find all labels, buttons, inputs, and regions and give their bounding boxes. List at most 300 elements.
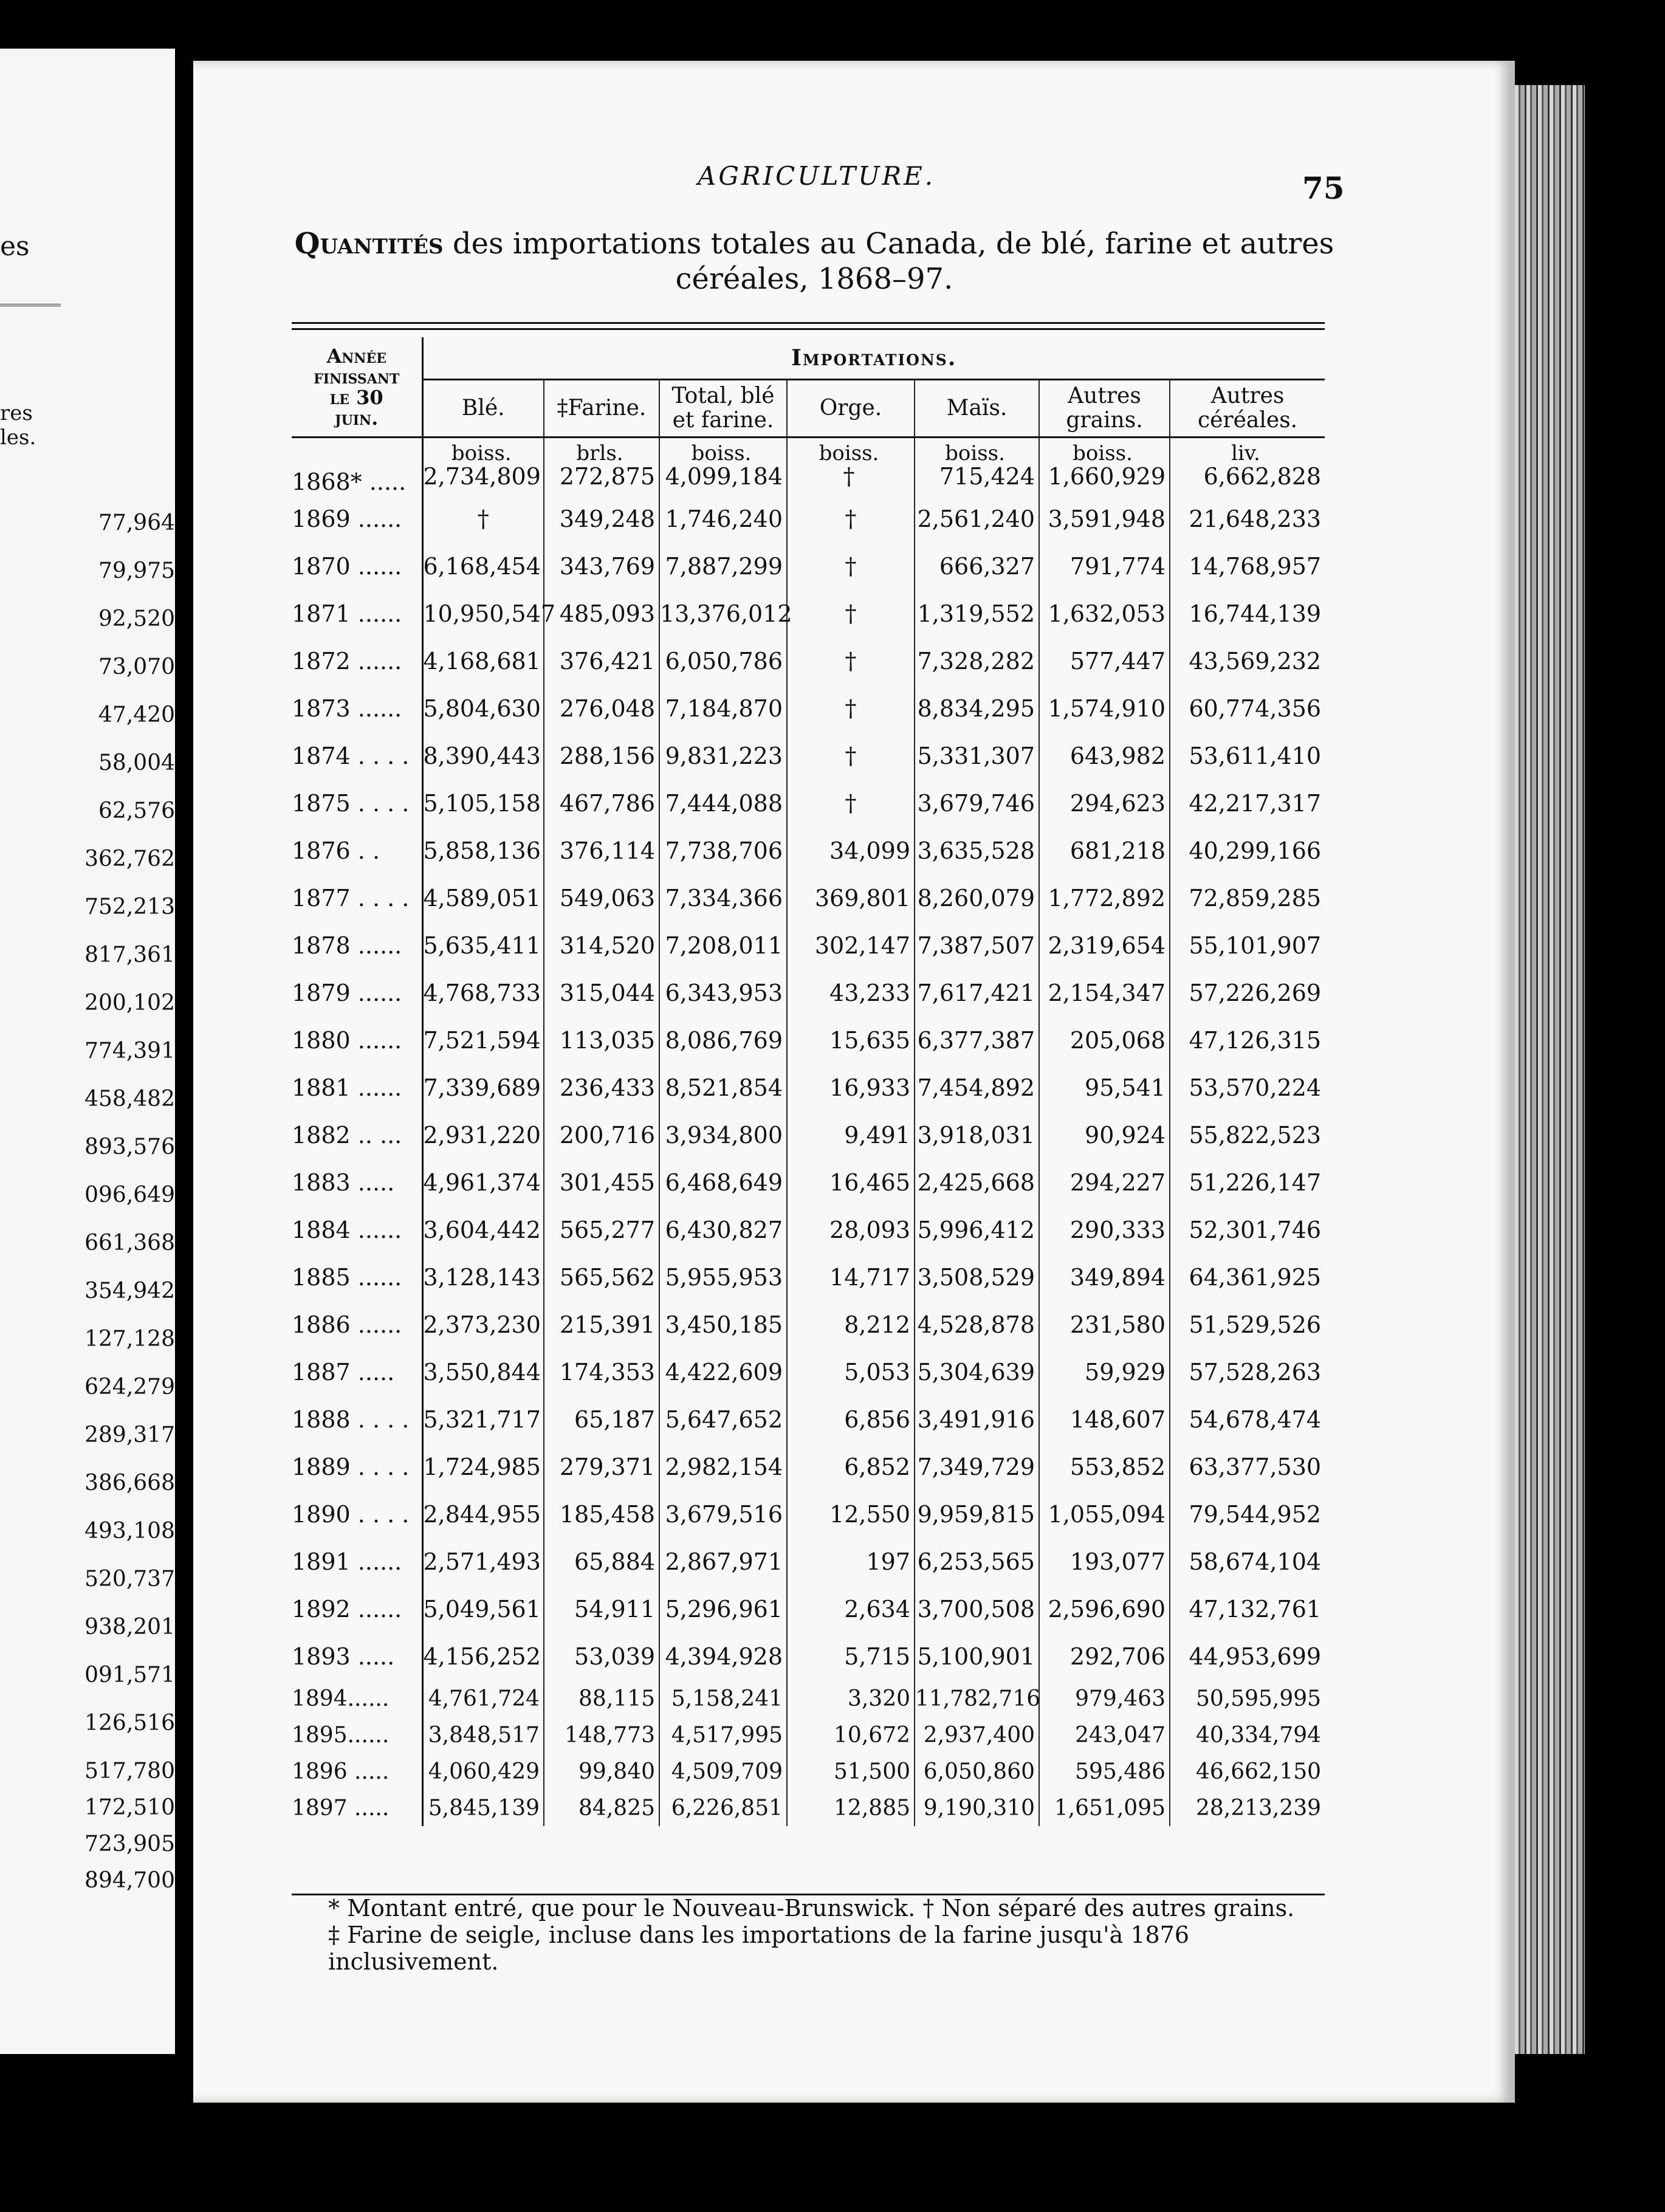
- table-cell: 55,101,907: [1189, 932, 1322, 959]
- table-cell: 681,218: [1039, 827, 1170, 874]
- table-cell: 52,301,746: [1189, 1217, 1322, 1243]
- left-page-value: 517,780: [84, 1759, 175, 1784]
- table-cell: 200,716: [544, 1111, 659, 1159]
- left-page-value: 493,108: [84, 1519, 175, 1544]
- left-page-value: 200,102: [84, 991, 175, 1015]
- left-page-value: 894,700: [84, 1868, 175, 1893]
- table-cell: †: [787, 732, 915, 780]
- table-cell: 231,580: [1039, 1301, 1170, 1348]
- left-page-value: 127,128: [84, 1327, 175, 1352]
- table-cell: 6,050,786: [659, 637, 787, 685]
- table-row: [292, 732, 1325, 780]
- table-cell: 4,394,928: [659, 1633, 787, 1680]
- table-cell: [1039, 438, 1170, 496]
- left-page-value: 938,201: [84, 1615, 175, 1640]
- left-page-value: 289,317: [84, 1423, 175, 1448]
- left-page-value: 096,649: [84, 1183, 175, 1207]
- year-header-line: finissant: [314, 365, 400, 388]
- cell-value: †: [843, 463, 855, 490]
- table-cell: 2,571,493: [422, 1538, 544, 1585]
- unit-label: liv.: [1231, 441, 1260, 465]
- year-cell: 1876 . .: [292, 827, 422, 874]
- table-cell: 9,190,310: [915, 1790, 1039, 1826]
- table-cell: 4,168,681: [422, 637, 544, 685]
- col-header-farine: ‡Farine.: [544, 380, 659, 438]
- table-row: [292, 1206, 1325, 1254]
- table-cell: 3,679,746: [915, 780, 1039, 827]
- year-cell: 1890 . . . .: [292, 1491, 422, 1538]
- table-cell: 7,328,282: [915, 637, 1039, 685]
- cell-value: 715,424: [939, 463, 1035, 490]
- left-page-value: 58,004: [98, 750, 175, 775]
- table-cell: 46,662,150: [1195, 1759, 1322, 1784]
- table-cell: 60,774,356: [1189, 695, 1322, 722]
- table-cell: 4,156,252: [422, 1633, 544, 1680]
- table-cell: [915, 438, 1039, 496]
- table-cell: 349,894: [1039, 1254, 1170, 1301]
- table-cell: 47,126,315: [1189, 1027, 1322, 1054]
- left-page-value: 362,762: [84, 847, 175, 871]
- footnote-1: * Montant entré, que pour le Nouveau-Brunswick. † Non séparé des autres grains.: [328, 1895, 1295, 1922]
- year-cell: 1889 . . . .: [292, 1443, 422, 1491]
- table-cell: 5,858,136: [422, 827, 544, 874]
- table-cell: 58,674,104: [1189, 1548, 1322, 1575]
- year-cell: 1893 .....: [292, 1633, 422, 1680]
- table-cell: 5,845,139: [422, 1790, 544, 1826]
- table-cell: 5,321,717: [422, 1396, 544, 1443]
- table-cell: 5,158,241: [659, 1680, 787, 1717]
- left-page-value: 458,482: [84, 1087, 175, 1111]
- table-cell: †: [787, 685, 915, 732]
- table-row: [292, 1585, 1325, 1633]
- left-page-value: 774,391: [84, 1039, 175, 1063]
- page-edge-stack: [1515, 85, 1585, 2054]
- left-page-value: 624,279: [84, 1375, 175, 1400]
- table-cell: 40,334,794: [1195, 1722, 1322, 1748]
- table-cell: 16,933: [787, 1064, 915, 1111]
- table-cell: 290,333: [1039, 1206, 1170, 1254]
- table-cell: 6,377,387: [915, 1017, 1039, 1064]
- table-cell: 288,156: [544, 732, 659, 780]
- table-cell: 113,035: [544, 1017, 659, 1064]
- table-cell: 185,458: [544, 1491, 659, 1538]
- col-header-autres-cereales: Autres céréales.: [1170, 380, 1325, 438]
- unit-label: boiss.: [691, 441, 752, 465]
- year-header-line: le 30: [329, 385, 383, 409]
- title-rule-1: [292, 322, 1325, 324]
- table-row: [292, 637, 1325, 685]
- table-cell: 4,517,995: [659, 1717, 787, 1753]
- imports-table: [292, 337, 1325, 1826]
- table-cell: 7,444,088: [659, 780, 787, 827]
- table-row: [292, 1633, 1325, 1680]
- table-cell: 314,520: [544, 922, 659, 969]
- table-cell: 5,804,630: [422, 685, 544, 732]
- unit-label: boiss.: [451, 441, 512, 465]
- year-cell: 1877 . . . .: [292, 874, 422, 922]
- title-rule-2: [292, 328, 1325, 330]
- table-cell: 12,885: [787, 1790, 915, 1826]
- year-column-header: [292, 337, 422, 438]
- table-row: [292, 495, 1325, 543]
- table-cell: 315,044: [544, 969, 659, 1017]
- table-row: [292, 1348, 1325, 1396]
- title-rest: des importations totales au Canada, de blé, farine et autres: [452, 227, 1334, 261]
- table-cell: 10,672: [787, 1717, 915, 1753]
- table-cell: 5,105,158: [422, 780, 544, 827]
- table-cell: 3,320: [787, 1680, 915, 1717]
- year-cell: 1872 ......: [292, 637, 422, 685]
- table-cell: 43,569,232: [1189, 648, 1322, 675]
- table-cell: 376,421: [544, 637, 659, 685]
- year-cell: 1884 ......: [292, 1206, 422, 1254]
- table-cell: 4,509,709: [659, 1753, 787, 1790]
- table-cell: 2,319,654: [1039, 922, 1170, 969]
- table-cell: 2,931,220: [422, 1111, 544, 1159]
- table-cell: 57,528,263: [1189, 1359, 1322, 1386]
- title-line2: céréales, 1868–97.: [675, 262, 953, 296]
- table-row: [292, 1111, 1325, 1159]
- year-cell: 1869 ......: [292, 495, 422, 543]
- left-page-value: 386,668: [84, 1471, 175, 1496]
- left-page-value: 47,420: [98, 702, 175, 727]
- table-cell: 51,500: [787, 1753, 915, 1790]
- year-cell: 1879 ......: [292, 969, 422, 1017]
- left-page-value: 723,905: [84, 1832, 175, 1856]
- year-cell: 1888 . . . .: [292, 1396, 422, 1443]
- year-header-line: Année: [326, 344, 387, 368]
- table-cell: 4,761,724: [422, 1680, 544, 1717]
- table-cell: 1,746,240: [659, 495, 787, 543]
- table-cell: 791,774: [1039, 543, 1170, 590]
- table-cell: 5,647,652: [659, 1396, 787, 1443]
- table-row: [292, 590, 1325, 637]
- table-cell: 467,786: [544, 780, 659, 827]
- table-cell: †: [787, 543, 915, 590]
- year-cell: 1880 ......: [292, 1017, 422, 1064]
- table-cell: 577,447: [1039, 637, 1170, 685]
- table-cell: 5,296,961: [659, 1585, 787, 1633]
- table-cell: 349,248: [544, 495, 659, 543]
- table-cell: 3,918,031: [915, 1111, 1039, 1159]
- table-cell: 193,077: [1039, 1538, 1170, 1585]
- footnote-2: ‡ Farine de seigle, incluse dans les importations de la farine jusqu'à 1876 inclusivement.: [328, 1922, 1190, 1975]
- table-row: [292, 438, 1325, 496]
- table-cell: 243,047: [1039, 1717, 1170, 1753]
- table-row: [292, 1680, 1325, 1717]
- table-cell: 6,430,827: [659, 1206, 787, 1254]
- table-cell: 6,253,565: [915, 1538, 1039, 1585]
- table-cell: 63,377,530: [1189, 1454, 1322, 1480]
- year-cell: 1871 ......: [292, 590, 422, 637]
- table-cell: 53,570,224: [1189, 1074, 1322, 1101]
- table-cell: 1,319,552: [915, 590, 1039, 637]
- table-cell: 3,848,517: [422, 1717, 544, 1753]
- table-cell: 1,772,892: [1039, 874, 1170, 922]
- table-cell: 7,387,507: [915, 922, 1039, 969]
- table-cell: 54,678,474: [1189, 1406, 1322, 1433]
- table-cell: 42,217,317: [1189, 790, 1322, 817]
- table-cell: 369,801: [787, 874, 915, 922]
- col-header-mais: Maïs.: [915, 380, 1039, 438]
- table-cell: 9,831,223: [659, 732, 787, 780]
- left-page-value: 661,368: [84, 1231, 175, 1255]
- table-row: [292, 827, 1325, 874]
- page-title: [292, 226, 1337, 297]
- table-row: [292, 874, 1325, 922]
- running-head: AGRICULTURE.: [698, 161, 936, 191]
- table-cell: 292,706: [1039, 1633, 1170, 1680]
- table-cell: 65,187: [544, 1396, 659, 1443]
- table-cell: 7,184,870: [659, 685, 787, 732]
- table-row: [292, 543, 1325, 590]
- year-cell: 1895......: [292, 1717, 422, 1753]
- col-header-orge: Orge.: [787, 380, 915, 438]
- table-cell: †: [787, 590, 915, 637]
- table-cell: 5,304,639: [915, 1348, 1039, 1396]
- table-cell: 276,048: [544, 685, 659, 732]
- col-header-autres-grains: Autres grains.: [1039, 380, 1170, 438]
- table-cell: †: [787, 495, 915, 543]
- footnotes: [328, 1895, 1361, 1975]
- table-cell: 7,738,706: [659, 827, 787, 874]
- table-cell: 4,060,429: [422, 1753, 544, 1790]
- table-row: [292, 1717, 1325, 1753]
- year-cell: 1894......: [292, 1680, 422, 1717]
- table-cell: 53,611,410: [1189, 743, 1322, 769]
- table-cell: 4,961,374: [422, 1159, 544, 1206]
- left-page-value: 893,576: [84, 1135, 175, 1159]
- left-page-col-header-1: res: [0, 401, 33, 425]
- cell-value: 6,662,828: [1203, 463, 1322, 490]
- table-cell: 79,544,952: [1189, 1501, 1322, 1528]
- table-cell: 3,508,529: [915, 1254, 1039, 1301]
- year-cell: 1882 .. ...: [292, 1111, 422, 1159]
- table-cell: 6,852: [787, 1443, 915, 1491]
- left-page-value: 92,520: [98, 606, 175, 631]
- left-page-value: 73,070: [98, 654, 175, 679]
- previous-page-fragment: [0, 49, 175, 2054]
- table-row: [292, 1443, 1325, 1491]
- table-cell: 57,226,269: [1189, 980, 1322, 1006]
- year-cell: 1886 ......: [292, 1301, 422, 1348]
- left-page-value: 520,737: [84, 1567, 175, 1592]
- table-row: [292, 1254, 1325, 1301]
- table-cell: 294,623: [1039, 780, 1170, 827]
- table-cell: 7,521,594: [422, 1017, 544, 1064]
- table-cell: 8,521,854: [659, 1064, 787, 1111]
- table-row: [292, 685, 1325, 732]
- table-cell: 301,455: [544, 1159, 659, 1206]
- table-cell: 11,782,716: [915, 1680, 1039, 1717]
- table-cell: 55,822,523: [1189, 1122, 1322, 1149]
- table-cell: 1,055,094: [1039, 1491, 1170, 1538]
- table-row: [292, 969, 1325, 1017]
- table-cell: 3,591,948: [1039, 495, 1170, 543]
- table-cell: 553,852: [1039, 1443, 1170, 1491]
- table-cell: 376,114: [544, 827, 659, 874]
- table-cell: 7,349,729: [915, 1443, 1039, 1491]
- table-cell: 10,950,547: [422, 590, 544, 637]
- table-cell: 8,834,295: [915, 685, 1039, 732]
- table-cell: 2,634: [787, 1585, 915, 1633]
- table-cell: 148,607: [1039, 1396, 1170, 1443]
- table-row: [292, 1064, 1325, 1111]
- table-cell: 51,226,147: [1189, 1169, 1322, 1196]
- table-cell: 12,550: [787, 1491, 915, 1538]
- table-cell: 565,277: [544, 1206, 659, 1254]
- group-header-importations: Importations.: [422, 337, 1325, 380]
- table-cell: 979,463: [1039, 1680, 1170, 1717]
- table-cell: 44,953,699: [1189, 1643, 1322, 1670]
- table-cell: 6,343,953: [659, 969, 787, 1017]
- table-cell: 3,679,516: [659, 1491, 787, 1538]
- table-cell: [659, 438, 787, 496]
- table-cell: 14,717: [787, 1254, 915, 1301]
- table-cell: 236,433: [544, 1064, 659, 1111]
- table-cell: 6,856: [787, 1396, 915, 1443]
- table-cell: 51,529,526: [1189, 1311, 1322, 1338]
- table-cell: 5,331,307: [915, 732, 1039, 780]
- table-cell: 5,715: [787, 1633, 915, 1680]
- table-cell: 40,299,166: [1189, 837, 1322, 864]
- year-cell: 1891 ......: [292, 1538, 422, 1585]
- unit-label: boiss.: [1073, 441, 1133, 465]
- table-cell: 4,528,878: [915, 1301, 1039, 1348]
- page-number: 75: [1302, 170, 1345, 206]
- table-cell: 4,768,733: [422, 969, 544, 1017]
- cell-value: 272,875: [559, 463, 655, 490]
- table-cell: 59,929: [1039, 1348, 1170, 1396]
- table-cell: 2,844,955: [422, 1491, 544, 1538]
- col-header-total: Total, blé et farine.: [659, 380, 787, 438]
- left-page-value: 62,576: [98, 799, 175, 823]
- table-cell: 64,361,925: [1189, 1264, 1322, 1291]
- table-cell: 13,376,012: [659, 590, 787, 637]
- table-cell: 7,454,892: [915, 1064, 1039, 1111]
- table-cell: 1,632,053: [1039, 590, 1170, 637]
- year-cell: 1875 . . . .: [292, 780, 422, 827]
- table-cell: 28,213,239: [1195, 1795, 1322, 1821]
- table-row: [292, 780, 1325, 827]
- table-cell: 643,982: [1039, 732, 1170, 780]
- left-page-value: 77,964: [98, 510, 175, 535]
- table-cell: 28,093: [787, 1206, 915, 1254]
- table-cell: 3,934,800: [659, 1111, 787, 1159]
- table-cell: [422, 438, 544, 496]
- left-page-col-header-2: les.: [0, 425, 36, 450]
- table-cell: 90,924: [1039, 1111, 1170, 1159]
- unit-label: brls.: [576, 441, 623, 465]
- year-cell: 1892 ......: [292, 1585, 422, 1633]
- table-row: [292, 1017, 1325, 1064]
- table-cell: 6,050,860: [915, 1753, 1039, 1790]
- table-cell: 9,491: [787, 1111, 915, 1159]
- left-page-value: 817,361: [84, 943, 175, 967]
- col-header-ble: Blé.: [422, 380, 544, 438]
- table-cell: 3,700,508: [915, 1585, 1039, 1633]
- unit-label: boiss.: [945, 441, 1005, 465]
- table-cell: 3,128,143: [422, 1254, 544, 1301]
- table-cell: 5,955,953: [659, 1254, 787, 1301]
- left-page-header-word: es: [0, 231, 30, 262]
- table-cell: 16,744,139: [1189, 600, 1322, 627]
- table-cell: 1,574,910: [1039, 685, 1170, 732]
- table-cell: 7,334,366: [659, 874, 787, 922]
- year-cell: 1885 ......: [292, 1254, 422, 1301]
- table-cell: 174,353: [544, 1348, 659, 1396]
- table-cell: 197: [787, 1538, 915, 1585]
- unit-label: boiss.: [819, 441, 879, 465]
- table-cell: 16,465: [787, 1159, 915, 1206]
- table-cell: 47,132,761: [1189, 1596, 1322, 1623]
- table-cell: 2,425,668: [915, 1159, 1039, 1206]
- table-cell: 595,486: [1039, 1753, 1170, 1790]
- table-cell: †: [787, 637, 915, 685]
- table-cell: 215,391: [544, 1301, 659, 1348]
- table-row: [292, 922, 1325, 969]
- table-cell: 65,884: [544, 1538, 659, 1585]
- table-cell: 43,233: [787, 969, 915, 1017]
- year-cell: 1881 ......: [292, 1064, 422, 1111]
- table-cell: 6,468,649: [659, 1159, 787, 1206]
- table-cell: 2,867,971: [659, 1538, 787, 1585]
- table-cell: 2,373,230: [422, 1301, 544, 1348]
- table-cell: 205,068: [1039, 1017, 1170, 1064]
- left-page-value: 126,516: [84, 1711, 175, 1736]
- table-cell: 3,635,528: [915, 827, 1039, 874]
- table-cell: [544, 438, 659, 496]
- left-page-value: 091,571: [84, 1663, 175, 1688]
- table-row: [292, 1301, 1325, 1348]
- table-cell: 14,768,957: [1189, 553, 1322, 580]
- table-cell: 95,541: [1039, 1064, 1170, 1111]
- table-cell: †: [787, 780, 915, 827]
- year-cell: 1887 .....: [292, 1348, 422, 1396]
- table-cell: 7,339,689: [422, 1064, 544, 1111]
- table-cell: 3,491,916: [915, 1396, 1039, 1443]
- left-page-rule: [0, 304, 61, 306]
- left-page-value: 172,510: [84, 1795, 175, 1820]
- table-cell: 148,773: [544, 1717, 659, 1753]
- table-cell: 53,039: [544, 1633, 659, 1680]
- table-cell: 343,769: [544, 543, 659, 590]
- table-cell: [1170, 438, 1325, 496]
- table-row: [292, 1159, 1325, 1206]
- table-cell: 6,168,454: [422, 543, 544, 590]
- table-cell: 9,959,815: [915, 1491, 1039, 1538]
- year-header-line: juin.: [335, 406, 379, 430]
- table-row: [292, 1396, 1325, 1443]
- table-cell: 5,053: [787, 1348, 915, 1396]
- year-cell: 1878 ......: [292, 922, 422, 969]
- left-page-value: 79,975: [98, 558, 175, 583]
- year-cell: 1873 ......: [292, 685, 422, 732]
- table-cell: 8,212: [787, 1301, 915, 1348]
- table-cell: [787, 438, 915, 496]
- year-cell: 1870 ......: [292, 543, 422, 590]
- cell-value: 2,734,809: [423, 463, 541, 490]
- table-cell: 99,840: [544, 1753, 659, 1790]
- table-cell: 50,595,995: [1195, 1686, 1322, 1711]
- table-cell: 4,589,051: [422, 874, 544, 922]
- table-cell: 565,562: [544, 1254, 659, 1301]
- year-cell: 1868* .....: [292, 438, 422, 496]
- table-cell: 7,887,299: [659, 543, 787, 590]
- table-cell: 666,327: [915, 543, 1039, 590]
- table-cell: 5,996,412: [915, 1206, 1039, 1254]
- year-cell: 1883 .....: [292, 1159, 422, 1206]
